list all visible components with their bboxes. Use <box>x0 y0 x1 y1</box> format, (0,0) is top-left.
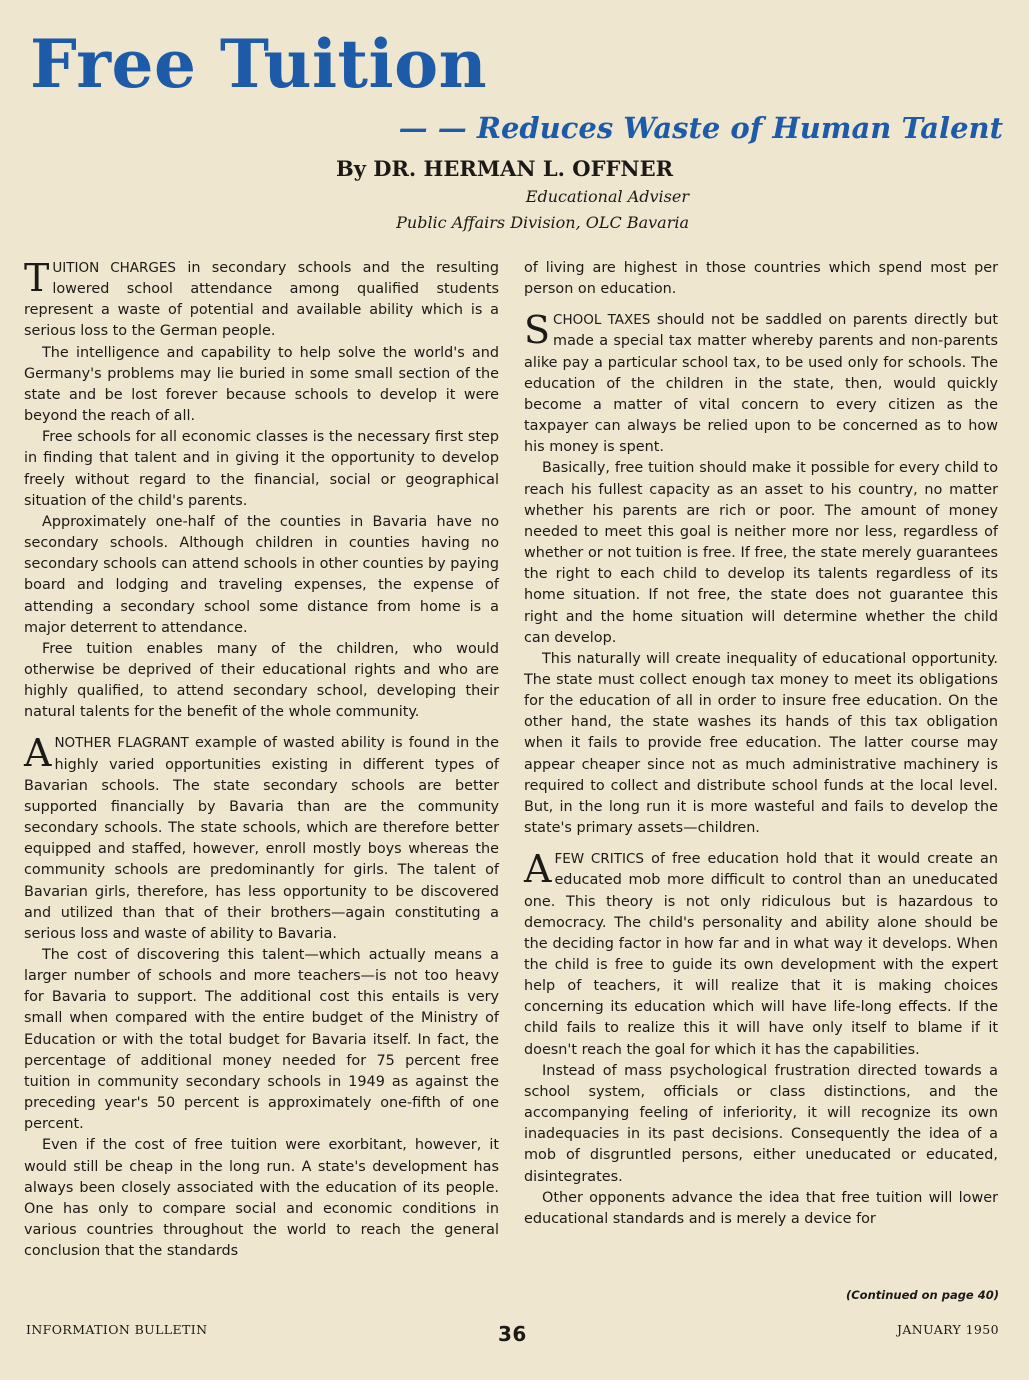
lead-in: CHOOL TAXES <box>553 312 651 329</box>
article-subtitle: — — Reduces Waste of Human Talent <box>398 111 1003 145</box>
paragraph: This naturally will create inequality of educational opportunity. The state must collect enough tax money to meet its obligations for the education of all in order to insure free education. On the other hand, the state washes its hands of this tax obligation when it fails to provide free education. The latter course may appear cheaper since not as much administrative machinery is required to collect and distribute school funds at the local level. But, in the long run it is more wasteful and fails to develop the state's primary assets—children. <box>524 650 998 837</box>
drop-cap: A <box>524 847 552 892</box>
paragraph: The cost of discovering this talent—which actually means a larger number of schools and more teachers—is not too heavy for Bavaria to support. The additional cost this entails is very small when compared with the entire budget of the Ministry of Education or with the total budget for Bavaria itself. In fact, the percentage of additional money needed for 75 percent free tuition in community secondary schools in 1949 as against the preceding year's 50 percent is approximately one-fifth of one percent. <box>24 947 499 1133</box>
paragraph-text: in secondary schools and the resulting lowered school attendance among qualified students represent a waste of potential and available ability which is a serious loss to the German people. <box>24 260 499 340</box>
paragraph <box>524 849 998 1061</box>
continued-note: (Continued on page 40) <box>845 1288 999 1302</box>
left-column <box>24 258 499 1262</box>
right-column <box>524 258 998 1230</box>
paragraph: Even if the cost of free tuition were exorbitant, however, it would still be cheap in the long run. A state's development has always been closely associated with the education of its people. One has only to compare social and economic conditions in various countries throughout the world to reach the general conclusion that the standards <box>24 1137 499 1260</box>
article-title: Free Tuition <box>30 25 488 103</box>
paragraph: The intelligence and capability to help solve the world's and Germany's problems may lie buried in some small section of the state and be lost forever because schools to develop it were beyond the reach of all. <box>24 344 499 425</box>
paragraph: Other opponents advance the idea that free tuition will lower educational standards and is merely a device for <box>524 1189 998 1227</box>
paragraph-text: should not be saddled on parents directly but made a special tax matter whereby parents and non-parents alike pay a particular school tax, to be used only for schools. The education of the children in the state, then, would quickly become a matter of vital concern to every citizen as the taxpayer can always be relied upon to be concerned as to how his money is spent. <box>524 312 998 456</box>
footer-publication: INFORMATION BULLETIN <box>26 1322 208 1337</box>
lead-in: UITION CHARGES <box>52 260 176 276</box>
paragraph: Free tuition enables many of the children, who would otherwise be deprived of their educational rights and who are highly qualified, to attend secondary school, developing their natural talents for the benefit of the whole community. <box>24 640 499 721</box>
paragraph: Free schools for all economic classes is the necessary first step in finding that talent and in giving it the opportunity to develop freely without regard to the financial, social or geographical situation of the child's parents. <box>24 429 499 509</box>
paragraph <box>524 310 998 458</box>
author-division: Public Affairs Division, OLC Bavaria <box>396 213 689 232</box>
paragraph-text: example of wasted ability is found in the highly varied opportunities existing in different types of Bavarian schools. The state secondary schools are better supported financially by Bavaria than are the community secondary schools. The state schools, which are therefore better equipped and staffed, however, enroll mostly boys whereas the community schools are predominantly for girls. The talent of Bavarian girls, therefore, has less opportunity to be discovered and utilized than that of their brothers—again constituting a serious loss and waste of ability to Bavaria. <box>24 735 499 942</box>
paragraph: Basically, free tuition should make it possible for every child to reach his fullest capacity as an asset to his country, no matter whether his parents are rich or poor. The amount of money needed to meet this goal is neither more nor less, regardless of whether or not tuition is free. If free, the state merely guarantees the right to each child to develop its talents regardless of its home situation. If not free, the state does not guarantee this right and the home situation will determine whether the child can develop. <box>524 460 998 646</box>
page-number: 36 <box>498 1322 527 1346</box>
lead-in: FEW CRITICS <box>554 851 644 868</box>
paragraph: of living are highest in those countries which spend most per person on education. <box>524 260 998 298</box>
paragraph <box>24 258 499 343</box>
drop-cap: A <box>24 731 52 776</box>
author-role: Educational Adviser <box>525 187 689 206</box>
drop-cap: S <box>524 308 551 353</box>
paragraph-text: of free education hold that it would create an educated mob more difficult to control than an uneducated one. This theory is not only ridiculous but is hazardous to democracy. The child's personality and ability alone should be the deciding factor in how far and in what way it develops. When the child is free to guide its own development with the expert help of teachers, it will realize that it is making choices concerning its education which will have life-long effects. If the child fails to realize this it will have only itself to blame if it doesn't reach the goal for which it has the capabilities. <box>524 851 998 1058</box>
paragraph: Instead of mass psychological frustration directed towards a school system, officials or class distinctions, and the accompanying feeling of inferiority, it will recognize its own inadequacies in its past decisions. Consequently the idea of a mob of disgruntled persons, either uneducated or educated, disintegrates. <box>524 1062 998 1185</box>
drop-cap: T <box>24 256 50 300</box>
paragraph <box>24 733 499 945</box>
author-byline: By DR. HERMAN L. OFFNER <box>336 156 674 181</box>
paragraph: Approximately one-half of the counties in Bavaria have no secondary schools. Although children in counties having no secondary schools can attend schools in other counties by paying board and lodging and traveling expenses, the expense of attending a secondary school some distance from home is a major deterrent to attendance. <box>24 513 499 636</box>
footer-date: JANUARY 1950 <box>896 1322 999 1337</box>
lead-in: NOTHER FLAGRANT <box>54 735 189 752</box>
